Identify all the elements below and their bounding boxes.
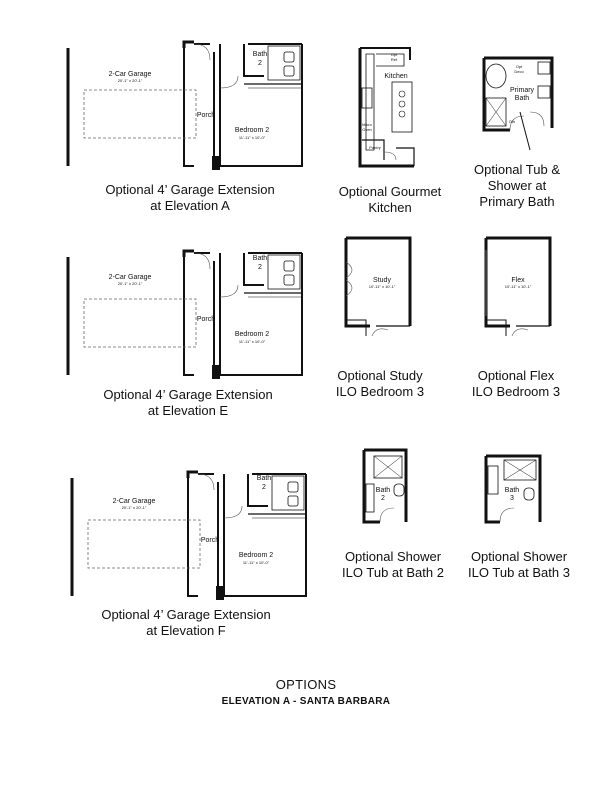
caption-line: Optional 4’ Garage Extension (103, 387, 273, 402)
caption-primary-bath (462, 162, 572, 210)
kitchen-label: Kitchen (384, 73, 408, 80)
study-dim: 10'-11" x 10'-1" (368, 284, 396, 289)
caption-line: Optional Shower (344, 549, 442, 564)
caption-garage-a (80, 182, 300, 214)
caption-bath3-shower (456, 549, 582, 581)
porch-label-a: Porch (196, 112, 216, 119)
flex-label: Flex (511, 277, 525, 284)
caption-line: at Elevation E (147, 403, 229, 418)
caption-line: ILO Tub at Bath 3 (468, 565, 570, 580)
bath-num-a: 2 (258, 60, 262, 67)
caption-line: Optional Tub & (474, 162, 560, 177)
garage-dim-a: 20'-1" x 20'-1" (117, 78, 143, 83)
bath3-label: Bath (504, 487, 520, 494)
sheet-subtitle: ELEVATION A - SANTA BARBARA (221, 696, 391, 707)
caption-line: Optional Shower (470, 549, 568, 564)
gourmet-kitchen-plan (360, 48, 414, 166)
bedroom-dim-e: 11'-11" x 10'-0" (238, 339, 266, 344)
bedroom-label-e: Bedroom 2 (234, 331, 270, 338)
caption-study (320, 368, 440, 400)
bedroom-dim-f: 11'-11" x 10'-0" (242, 560, 270, 565)
bath3-num: 3 (510, 495, 514, 502)
garage-extension-plan-f (72, 472, 306, 600)
caption-line: Kitchen (368, 200, 412, 215)
flex-linen-label: Linen (492, 323, 502, 328)
primary-bath-label-2: Bath (514, 95, 530, 102)
pantry-label: Pantry (369, 145, 381, 150)
garage-extension-plan-e (68, 251, 302, 379)
bath-num-f: 2 (262, 484, 266, 491)
caption-garage-f (76, 607, 296, 639)
opt-deco-label-2: Deco (514, 69, 524, 74)
garage-extension-plan-a (68, 42, 302, 170)
caption-kitchen (330, 184, 450, 216)
caption-line: Optional 4’ Garage Extension (105, 182, 275, 197)
garage-label-a: 2-Car Garage (108, 71, 152, 78)
caption-garage-e (78, 387, 298, 419)
bedroom-label-a: Bedroom 2 (234, 127, 270, 134)
caption-line: ILO Bedroom 3 (471, 384, 561, 399)
garage-dim-e: 20'-1" x 20'-1" (117, 281, 143, 286)
caption-line: Shower at (487, 178, 547, 193)
caption-bath2-shower (330, 549, 456, 581)
caption-line: at Elevation F (146, 623, 226, 638)
bath-label-e: Bath (252, 255, 268, 262)
study-label: Study (373, 277, 391, 284)
opt-ref-label-2: Ref (390, 57, 398, 62)
bath2-shower-plan (364, 450, 406, 522)
caption-line: at Elevation A (150, 198, 230, 213)
caption-line: ILO Tub at Bath 2 (342, 565, 444, 580)
bath-label-f: Bath (256, 475, 272, 482)
caption-line: Primary Bath (479, 194, 555, 209)
bath-label-a: Bath (252, 51, 268, 58)
caption-line: ILO Bedroom 3 (335, 384, 425, 399)
caption-line: Optional 4’ Garage Extension (101, 607, 271, 622)
study-linen-label: Linen (352, 323, 362, 328)
bath2-num: 2 (381, 495, 385, 502)
porch-label-e: Porch (196, 316, 216, 323)
caption-flex (456, 368, 576, 400)
garage-label-f: 2-Car Garage (112, 498, 156, 505)
sheet-title: OPTIONS (275, 677, 337, 692)
opt-deco-label-1: Opt (515, 64, 523, 69)
wic-label: Oth (508, 119, 516, 124)
oven-label-1: Micro (362, 122, 372, 127)
flex-dim: 10'-11" x 10'-1" (504, 284, 532, 289)
porch-label-f: Porch (200, 537, 220, 544)
primary-bath-label-1: Primary (509, 87, 535, 94)
caption-line: Optional Study (337, 368, 423, 383)
caption-line: Optional Flex (477, 368, 555, 383)
garage-label-e: 2-Car Garage (108, 274, 152, 281)
caption-line: Optional Gourmet (338, 184, 442, 199)
bath2-label: Bath (375, 487, 391, 494)
opt-ref-label-1: Opt (390, 52, 398, 57)
oven-label-2: Oven (362, 127, 372, 132)
bedroom-dim-a: 11'-11" x 10'-0" (238, 135, 266, 140)
bath-num-e: 2 (258, 264, 262, 271)
bedroom-label-f: Bedroom 2 (238, 552, 274, 559)
garage-dim-f: 20'-1" x 20'-1" (121, 505, 147, 510)
